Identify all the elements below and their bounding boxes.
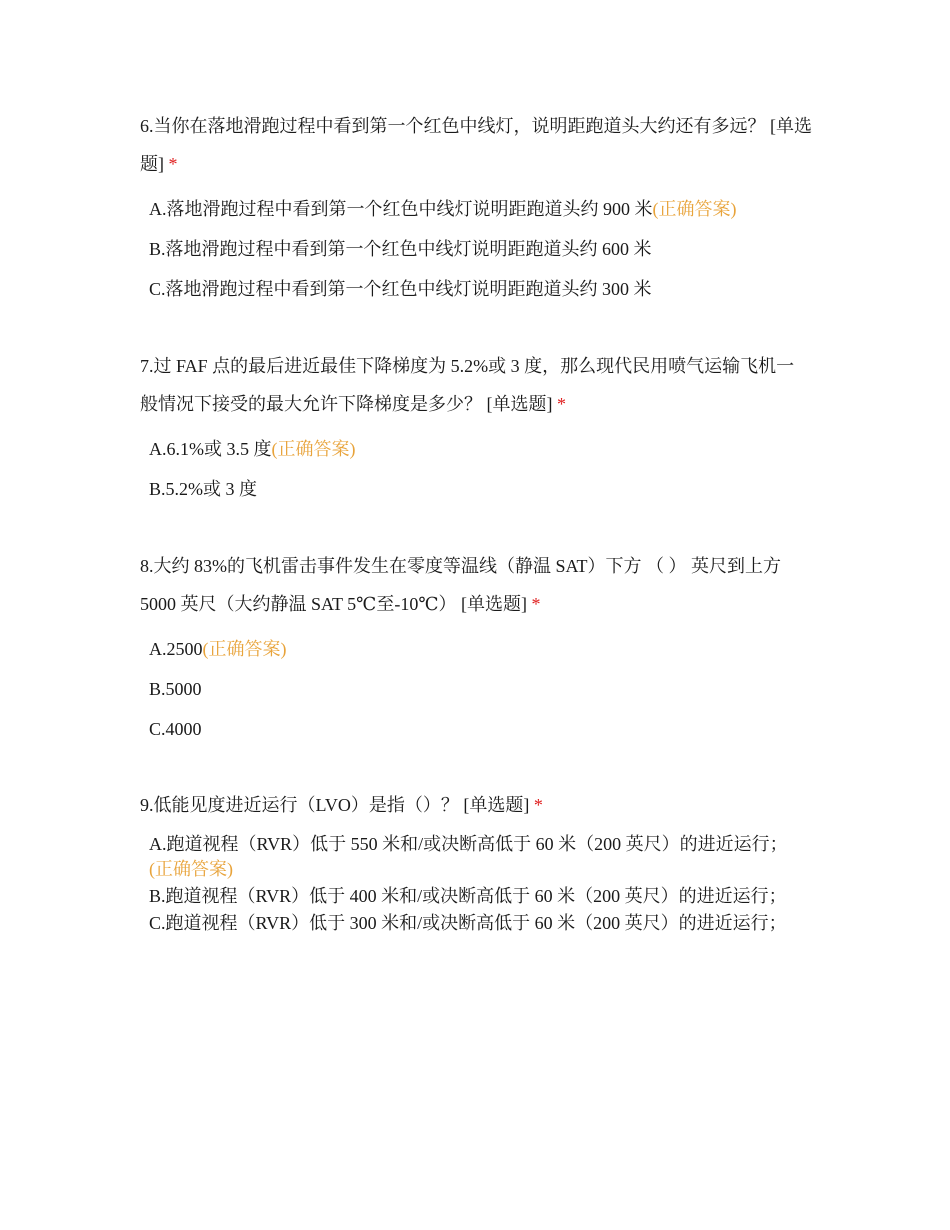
question-text: 8.大约 83%的飞机雷击事件发生在零度等温线（静温 SAT）下方 （ ） 英尺到上方 5000 英尺（大约静温 SAT 5℃至-10℃） [单选题] (140, 556, 782, 614)
required-mark: * (168, 154, 178, 174)
question-9 (140, 786, 820, 938)
correct-answer-label: (正确答案) (202, 639, 287, 659)
option-b[interactable] (149, 229, 820, 269)
option-b[interactable] (149, 469, 820, 509)
option-a[interactable] (149, 629, 820, 669)
question-8 (140, 547, 820, 749)
question-text: 9.低能见度进近运行（LVO）是指（）？ [单选题] (140, 795, 530, 815)
option-text: A.2500 (149, 639, 203, 659)
option-b[interactable] (149, 669, 820, 709)
option-text: B.5000 (149, 679, 202, 699)
question-title (140, 347, 810, 423)
question-title (140, 107, 820, 183)
question-text: 7.过 FAF 点的最后进近最佳下降梯度为 5.2%或 3 度，那么现代民用喷气运输飞机一般情况下接受的最大允许下降梯度是多少？ [单选题] (140, 356, 795, 414)
option-text: B.5.2%或 3 度 (149, 479, 257, 499)
option-text: B.落地滑跑过程中看到第一个红色中线灯说明距跑道头约 600 米 (149, 239, 652, 259)
option-text: B.跑道视程（RVR）低于 400 米和/或决断高低于 60 米（200 英尺）的进近运行； (149, 886, 787, 906)
option-a[interactable] (149, 189, 820, 229)
question-6 (140, 107, 820, 309)
option-text: C.跑道视程（RVR）低于 300 米和/或决断高低于 60 米（200 英尺）的进近运行； (149, 913, 787, 933)
option-list (140, 189, 820, 309)
option-b[interactable] (149, 884, 789, 909)
option-a[interactable] (149, 429, 820, 469)
option-c[interactable] (149, 269, 820, 309)
question-title (140, 547, 820, 623)
correct-answer-label: (正确答案) (652, 199, 737, 219)
option-list (140, 832, 820, 936)
question-7 (140, 347, 820, 509)
option-text: C.落地滑跑过程中看到第一个红色中线灯说明距跑道头约 300 米 (149, 279, 652, 299)
option-c[interactable] (149, 911, 789, 936)
option-text: A.落地滑跑过程中看到第一个红色中线灯说明距跑道头约 900 米 (149, 199, 653, 219)
option-text: C.4000 (149, 719, 202, 739)
required-mark: * (531, 594, 541, 614)
correct-answer-label: (正确答案) (271, 439, 356, 459)
option-a[interactable] (149, 832, 789, 882)
option-text: A.跑道视程（RVR）低于 550 米和/或决断高低于 60 米（200 英尺）的进近运行； (149, 834, 788, 854)
option-c[interactable] (149, 709, 820, 749)
option-text: A.6.1%或 3.5 度 (149, 439, 272, 459)
required-mark: * (533, 795, 543, 815)
correct-answer-label: (正确答案) (149, 859, 233, 879)
required-mark: * (557, 394, 566, 414)
question-text: 6.当你在落地滑跑过程中看到第一个红色中线灯，说明距跑道头大约还有多远？ [单选题] (140, 116, 812, 174)
option-list (140, 429, 820, 509)
option-list (140, 629, 820, 749)
question-title (140, 786, 820, 824)
